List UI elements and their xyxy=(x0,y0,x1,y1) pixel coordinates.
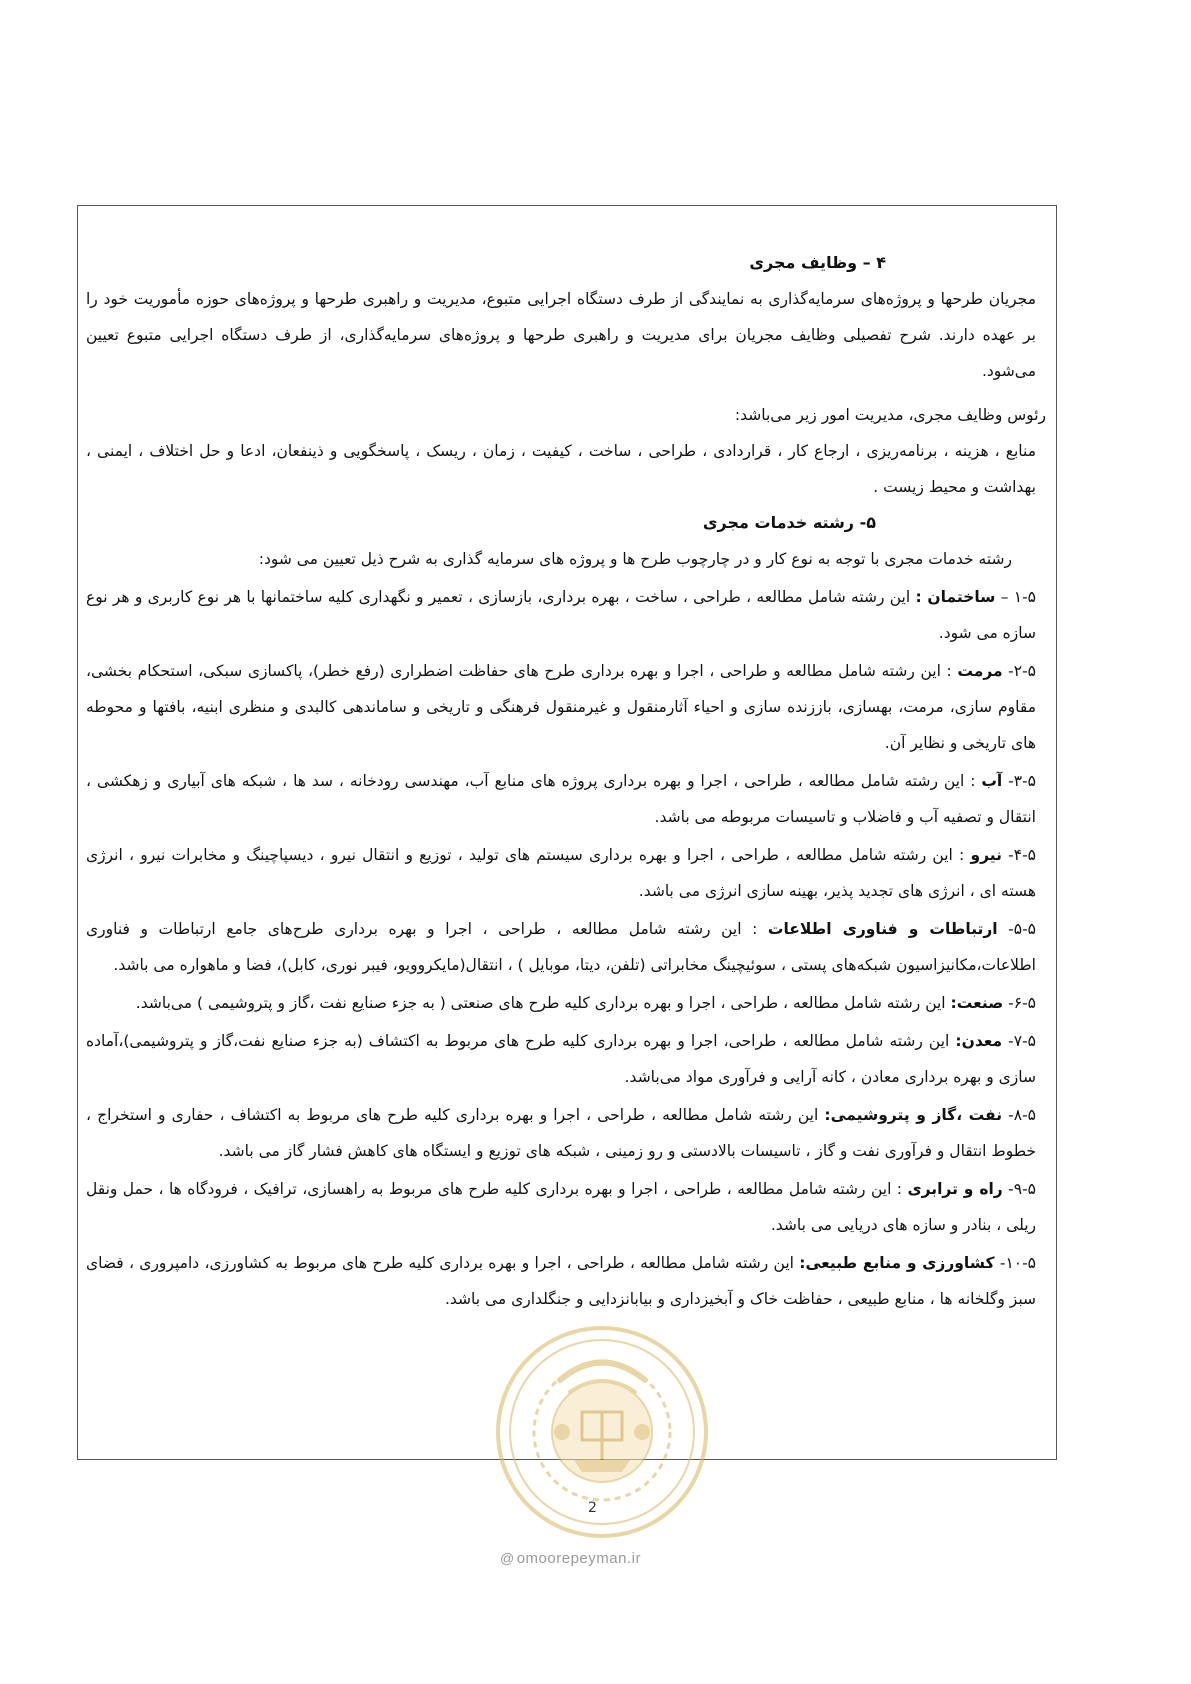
service-item-number: ۷-۵- xyxy=(1002,1032,1036,1050)
service-list xyxy=(86,579,1036,1317)
service-item xyxy=(86,653,1036,761)
page-number: 2 xyxy=(588,1500,597,1516)
section-5-heading: ۵- رشته خدمات مجری xyxy=(702,513,876,532)
service-item-number: ۲-۵- xyxy=(1002,662,1036,680)
service-item xyxy=(86,911,1036,983)
service-item-number: ۹-۵- xyxy=(1002,1180,1036,1198)
service-item-title: کشاورزی و منابع طبیعی: xyxy=(799,1254,995,1272)
service-item-text: : این رشته شامل مطالعه ، طراحی ، اجرا و بهره برداری سیستم های تولید ، توزیع و انتقال نیرو ، دیسپاچینگ و مخابرات نیرو ، انرژی هسته ای ، انرژی های تجدید پذیر، بهینه سازی انرژی می باشد. xyxy=(86,846,1036,900)
service-item-text: این رشته شامل مطالعه ، طراحی ، اجرا و بهره برداری کلیه طرح های صنعتی ( به جزء صنایع نفت ،گاز و پتروشیمی ) می‌باشد. xyxy=(135,994,951,1012)
service-item-text: : این رشته شامل مطالعه ، طراحی ، اجرا و بهره برداری پروژه های منابع آب، مهندسی رودخانه ، سد ها ، شبکه های آبیاری و زهکشی ، انتقال و تصفیه آب و فاضلاب و تاسیسات مربوطه می باشد. xyxy=(86,772,1036,826)
service-item xyxy=(86,763,1036,835)
service-item-text: : این رشته شامل مطالعه و طراحی ، اجرا و بهره برداری طرح های حفاظت اضطراری (رفع خطر)، پاکسازی سبکی، استحکام بخشی، مقاوم سازی، مرمت، بهسازی، باززنده سازی و احیاء آثارمنقول و غیرمنقول فرهنگی و تاریخی و ساماندهی کالبدی و منظری ابنیه، بافتها و محوطه های تاریخی و نظایر آن. xyxy=(86,662,1036,752)
section-4-paragraph-1: مجریان طرحها و پروژه‌های سرمایه‌گذاری به نمایندگی از طرف دستگاه اجرایی متبوع، مدیریت و راهبری طرحها و پروژه‌های حوزه مأموریت خود را بر عهده دارند. شرح تفصیلی وظایف مجریان برای مدیریت و راهبری طرحها و پروژه‌های سرمایه‌گذاری، از طرف دستگاه اجرایی متبوع تعیین می‌شود. xyxy=(86,290,1036,380)
service-item xyxy=(86,579,1036,651)
service-item-title: ساختمان : xyxy=(915,588,996,606)
service-item-number: ۶-۵- xyxy=(1003,994,1036,1012)
service-item xyxy=(86,1097,1036,1169)
seal-stamp-logo xyxy=(490,1320,715,1545)
service-item xyxy=(86,985,1036,1021)
service-item-text: این رشته شامل مطالعه ، طراحی ، اجرا و بهره برداری کلیه طرح های مربوط به کشاورزی، دامپروری ، فضای سبز وگلخانه ها ، منابع طبیعی ، حفاظت خاک و آبخیزداری و بیابانزدایی و جنگلداری می باشد. xyxy=(86,1254,1036,1308)
service-item-number: ۱-۵ – xyxy=(995,588,1036,606)
section-5-intro: رشته خدمات مجری با توجه به نوع کار و در چارچوب طرح ها و پروژه های سرمایه گذاری به شرح ذیل تعیین می شود: xyxy=(258,550,1012,568)
service-item xyxy=(86,1171,1036,1243)
service-item-text: این رشته شامل مطالعه ، طراحی ، ساخت ، بهره برداری، بازسازی ، تعمیر و نگهداری کلیه ساختمانها با هر نوع کاربری و هر نوع سازه می شود. xyxy=(86,588,1036,642)
section-4-paragraph-2: رئوس وظایف مجری، مدیریت امور زیر می‌باشد: xyxy=(734,406,1046,424)
service-item-title: آب xyxy=(981,772,1003,790)
service-item-number: ۳-۵- xyxy=(1002,772,1036,790)
service-item-number: ۵-۵- xyxy=(997,920,1037,938)
service-item-number: ۴-۵- xyxy=(1001,846,1036,864)
website-watermark xyxy=(500,1550,641,1567)
service-item-text: : این رشته شامل مطالعه ، طراحی ، اجرا و بهره برداری کلیه طرح های مربوط به راهسازی، ترافیک ، فرودگاه ها ، حمل ونقل ریلی ، بنادر و سازه های دریایی می باشد. xyxy=(86,1180,1036,1234)
service-item-title: نیرو xyxy=(970,846,1002,864)
website-text: omoorepeyman.ir xyxy=(516,1550,641,1567)
service-item-title: صنعت: xyxy=(950,994,1004,1012)
service-item-title: نفت ،گاز و پتروشیمی: xyxy=(824,1106,1003,1124)
service-item-number: ۱۰-۵- xyxy=(994,1254,1037,1272)
service-item xyxy=(86,1023,1036,1095)
service-item-text: این رشته شامل مطالعه ، طراحی ، اجرا و بهره برداری کلیه طرح های مربوط به اکتشاف ، حفاری و استخراج ، خطوط انتقال و فرآوری نفت و گاز ، تاسیسات بالادستی و رو زمینی ، شبکه های توزیع و ایستگاه های کاهش فشار گاز می باشد. xyxy=(86,1106,1036,1160)
section-4-heading: ۴ – وظایف مجری xyxy=(749,253,886,272)
service-item xyxy=(86,1245,1036,1317)
service-item-title: معدن: xyxy=(955,1032,1003,1050)
at-icon: @ xyxy=(500,1550,515,1566)
service-item-title: مرمت xyxy=(957,662,1003,680)
service-item-title: راه و ترابری xyxy=(907,1180,1003,1198)
service-item-number: ۸-۵- xyxy=(1002,1106,1036,1124)
service-item-text: : این رشته شامل مطالعه ، طراحی ، اجرا و بهره برداری طرح‌های جامع ارتباطات و فناوری اطلاعات،مکانیزاسیون شبکه‌های پستی ، سوئیچینگ مخابراتی (تلفن، دیتا، موبایل ) ، انتقال(مایکروویو، فیبر نوری، کابل)، فضا و ماهواره می باشد. xyxy=(86,920,1036,974)
section-4-paragraph-3: منابع ، هزینه ، برنامه‌ریزی ، ارجاع کار ، قراردادی ، طراحی ، ساخت ، کیفیت ، زمان ، ریسک ، پاسخگویی و ذینفعان، ادعا و حل اختلاف ، ایمنی ، بهداشت و محیط زیست . xyxy=(86,442,1036,496)
service-item-title: ارتباطات و فناوری اطلاعات xyxy=(767,920,998,938)
service-item xyxy=(86,837,1036,909)
service-item-text: این رشته شامل مطالعه ، طراحی، اجرا و بهره برداری کلیه طرح های مربوط به اکتشاف (به جزء صنایع نفت،گاز و پتروشیمی)،آماده سازی و بهره برداری معادن ، کانه آرایی و فرآوری مواد می‌باشد. xyxy=(86,1032,1036,1086)
document-body xyxy=(86,245,1046,1317)
